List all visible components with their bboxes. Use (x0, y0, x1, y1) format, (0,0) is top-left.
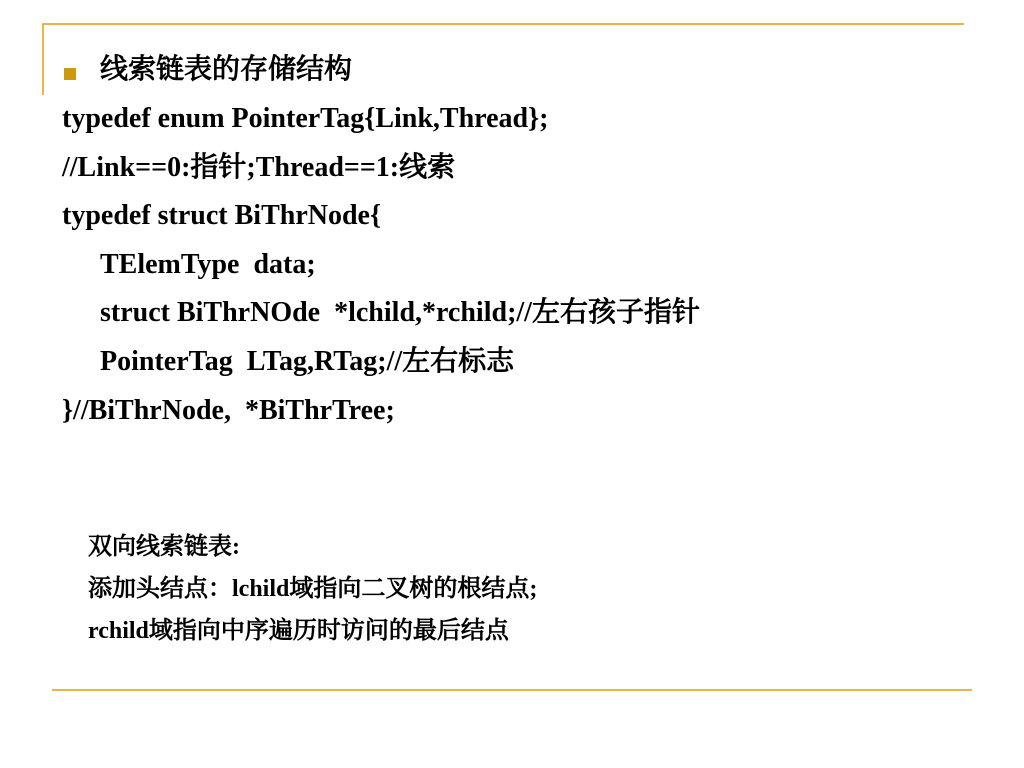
code-line-2: //Link==0:指针;Thread==1:线索 (62, 152, 456, 183)
note-line-3: rchild域指向中序遍历时访问的最后结点 (88, 618, 509, 644)
code-line-7: }//BiThrNode, *BiThrTree; (62, 395, 395, 426)
code-line-3: typedef struct BiThrNode{ (62, 200, 382, 231)
note-line-1: 双向线索链表: (88, 534, 240, 560)
left-rule (42, 23, 44, 95)
bullet-square-icon (64, 68, 76, 80)
top-rule (42, 23, 964, 25)
slide-heading: 线索链表的存储结构 (100, 54, 353, 85)
code-line-1: typedef enum PointerTag{Link,Thread}; (62, 103, 549, 134)
code-line-5: struct BiThrNOde *lchild,*rchild;//左右孩子指针 (100, 297, 700, 328)
code-line-6: PointerTag LTag,RTag;//左右标志 (100, 346, 515, 377)
bottom-rule (52, 689, 972, 691)
note-line-2: 添加头结点：lchild域指向二叉树的根结点; (88, 576, 538, 602)
code-line-4: TElemType data; (100, 249, 316, 280)
